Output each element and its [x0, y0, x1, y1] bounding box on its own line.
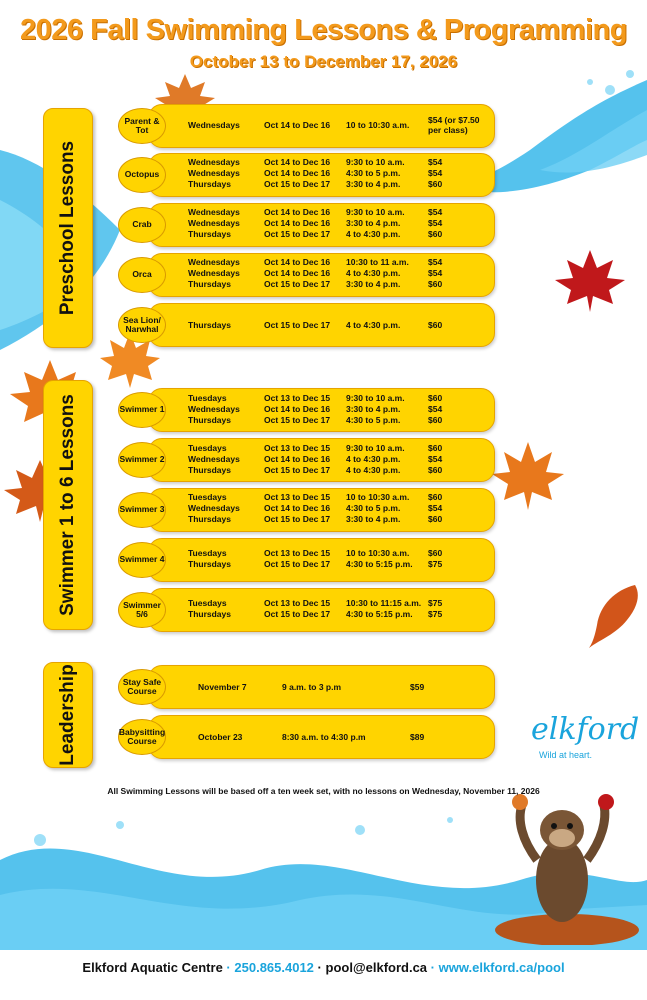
lesson-day: Wednesdays — [188, 404, 240, 414]
lesson-price: $60 — [428, 492, 443, 502]
section-preschool-lessons — [43, 108, 93, 348]
lesson-dates: Oct 15 to Dec 17 — [264, 320, 331, 330]
maple-leaf-icon — [553, 248, 627, 312]
lesson-day: Wednesdays — [188, 218, 240, 228]
lesson-dates: Oct 13 to Dec 15 — [264, 393, 331, 403]
lesson-day: Thursdays — [188, 514, 231, 524]
lesson-name-bubble: Swimmer 4 — [118, 542, 166, 578]
lesson-day: Tuesdays — [188, 393, 227, 403]
lesson-name-bubble: Swimmer 2 — [118, 442, 166, 478]
lesson-dates: Oct 14 to Dec 16 — [264, 454, 331, 464]
lesson-price: $60 — [428, 548, 443, 558]
lesson-dates: Oct 14 to Dec 16 — [264, 157, 331, 167]
lesson-time: 3:30 to 4 p.m. — [346, 179, 401, 189]
maple-leaf-icon — [492, 440, 564, 512]
logo-tagline: Wild at heart. — [539, 750, 593, 760]
page-title: 2026 Fall Swimming Lessons & Programming — [20, 14, 627, 46]
lesson-day: Thursdays — [188, 609, 231, 619]
lesson-time: 4:30 to 5 p.m. — [346, 415, 401, 425]
lesson-dates: Oct 13 to Dec 15 — [264, 492, 331, 502]
lesson-dates: Oct 13 to Dec 15 — [264, 443, 331, 453]
lesson-day: Wednesdays — [188, 168, 240, 178]
lesson-time: 9:30 to 10 a.m. — [346, 157, 405, 167]
website-link[interactable]: www.elkford.ca/pool — [438, 960, 565, 975]
lesson-price: $60 — [428, 279, 443, 289]
lesson-price: $75 — [428, 609, 443, 619]
lesson-price: $60 — [428, 229, 443, 239]
lesson-price: $54 (or $7.50 per class) — [428, 115, 480, 135]
otter-mascot-illustration — [492, 780, 642, 945]
lesson-price: $75 — [428, 598, 443, 608]
lesson-day: Thursdays — [188, 279, 231, 289]
lesson-dates: Oct 14 to Dec 16 — [264, 168, 331, 178]
lesson-price: $54 — [428, 218, 443, 228]
lesson-time: 4:30 to 5:15 p.m. — [346, 609, 413, 619]
lesson-dates: Oct 14 to Dec 16 — [264, 268, 331, 278]
lesson-dates: Oct 15 to Dec 17 — [264, 465, 331, 475]
lesson-dates: Oct 15 to Dec 17 — [264, 279, 331, 289]
lesson-price: $54 — [428, 207, 443, 217]
lesson-time: 10 to 10:30 a.m. — [346, 492, 410, 502]
lesson-name-bubble: Parent & Tot — [118, 108, 166, 144]
lesson-dates: Oct 13 to Dec 15 — [264, 598, 331, 608]
logo-wordmark: elkford — [531, 712, 640, 747]
lesson-day: Wednesdays — [188, 207, 240, 217]
lesson-name-bubble: Sea Lion/ Narwhal — [118, 307, 166, 343]
lesson-dates: Oct 15 to Dec 17 — [264, 609, 331, 619]
course-time: 8:30 a.m. to 4:30 p.m — [282, 732, 366, 742]
lesson-time: 4 to 4:30 p.m. — [346, 465, 401, 475]
lesson-day: Wednesdays — [188, 257, 240, 267]
lesson-time: 3:30 to 4 p.m. — [346, 404, 401, 414]
lesson-dates: Oct 14 to Dec 16 — [264, 503, 331, 513]
lesson-day: Thursdays — [188, 465, 231, 475]
phone-link[interactable]: 250.865.4012 — [234, 960, 314, 975]
lesson-time: 10 to 10:30 a.m. — [346, 548, 410, 558]
section-label: Swimmer 1 to 6 Lessons — [57, 394, 78, 616]
lesson-time: 4:30 to 5:15 p.m. — [346, 559, 413, 569]
lesson-time: 3:30 to 4 p.m. — [346, 514, 401, 524]
lesson-day: Thursdays — [188, 229, 231, 239]
lesson-price: $60 — [428, 393, 443, 403]
lesson-time: 4 to 4:30 p.m. — [346, 320, 401, 330]
oak-leaf-icon — [585, 580, 645, 650]
lesson-time: 9:30 to 10 a.m. — [346, 443, 405, 453]
lesson-dates: Oct 15 to Dec 17 — [264, 514, 331, 524]
lesson-price: $60 — [428, 443, 443, 453]
lesson-day: Tuesdays — [188, 492, 227, 502]
lesson-day: Thursdays — [188, 320, 231, 330]
lesson-dates: Oct 15 to Dec 17 — [264, 559, 331, 569]
lesson-dates: Oct 14 to Dec 16 — [264, 257, 331, 267]
lesson-name-bubble: Swimmer 1 — [118, 392, 166, 428]
lesson-price: $54 — [428, 257, 443, 267]
lesson-dates: Oct 15 to Dec 17 — [264, 229, 331, 239]
lesson-time: 4 to 4:30 p.m. — [346, 268, 401, 278]
section-swimmer-lessons — [43, 380, 93, 630]
course-name-bubble: Babysitting Course — [118, 719, 166, 755]
lesson-name-bubble: Crab — [118, 207, 166, 243]
lesson-day: Wednesdays — [188, 268, 240, 278]
lesson-dates: Oct 14 to Dec 16 — [264, 404, 331, 414]
course-time: 9 a.m. to 3 p.m — [282, 682, 342, 692]
lesson-time: 4:30 to 5 p.m. — [346, 503, 401, 513]
separator: · — [430, 960, 436, 975]
lesson-time: 10 to 10:30 a.m. — [346, 120, 410, 130]
lesson-name-bubble: Orca — [118, 257, 166, 293]
section-leadership — [43, 662, 93, 768]
lesson-price: $60 — [428, 465, 443, 475]
schedule-note: All Swimming Lessons will be based off a ten week set, with no lessons on Wednesday, November 11, 2026 — [107, 786, 540, 796]
lesson-day: Tuesdays — [188, 548, 227, 558]
course-price: $59 — [410, 682, 425, 692]
lesson-time: 9:30 to 10 a.m. — [346, 207, 405, 217]
course-date: November 7 — [198, 682, 247, 692]
lesson-day: Wednesdays — [188, 503, 240, 513]
course-date: October 23 — [198, 732, 243, 742]
lesson-dates: Oct 15 to Dec 17 — [264, 415, 331, 425]
lesson-day: Wednesdays — [188, 157, 240, 167]
lesson-time: 10:30 to 11:15 a.m. — [346, 598, 422, 608]
lesson-price: $54 — [428, 503, 443, 513]
lesson-day: Tuesdays — [188, 598, 227, 608]
lesson-dates: Oct 13 to Dec 15 — [264, 548, 331, 558]
lesson-name-bubble: Octopus — [118, 157, 166, 193]
course-name-bubble: Stay Safe Course — [118, 669, 166, 705]
facility-name: Elkford Aquatic Centre — [82, 960, 223, 975]
separator: · — [226, 960, 231, 975]
lesson-price: $54 — [428, 454, 443, 464]
lesson-price: $60 — [428, 415, 443, 425]
lesson-time: 3:30 to 4 p.m. — [346, 279, 401, 289]
lesson-day: Tuesdays — [188, 443, 227, 453]
contact-footer — [0, 960, 647, 975]
lesson-day: Thursdays — [188, 415, 231, 425]
lesson-time: 4:30 to 5 p.m. — [346, 168, 401, 178]
lesson-time: 9:30 to 10 a.m. — [346, 393, 405, 403]
lesson-price: $54 — [428, 157, 443, 167]
lesson-time: 4 to 4:30 p.m. — [346, 229, 401, 239]
lesson-dates: Oct 15 to Dec 17 — [264, 179, 331, 189]
lesson-time: 4 to 4:30 p.m. — [346, 454, 401, 464]
lesson-time: 3:30 to 4 p.m. — [346, 218, 401, 228]
lesson-price: $54 — [428, 404, 443, 414]
lesson-dates: Oct 14 to Dec 16 — [264, 207, 331, 217]
page-subtitle: October 13 to December 17, 2026 — [189, 52, 458, 71]
email-link[interactable]: pool@elkford.ca — [325, 960, 428, 975]
lesson-price: $60 — [428, 320, 443, 330]
lesson-price: $54 — [428, 168, 443, 178]
lesson-price: $75 — [428, 559, 443, 569]
section-label: Leadership — [57, 664, 78, 766]
section-label: Preschool Lessons — [57, 140, 78, 316]
lesson-day: Thursdays — [188, 179, 231, 189]
lesson-name-bubble: Swimmer 5/6 — [118, 592, 166, 628]
lesson-day: Wednesdays — [188, 454, 240, 464]
lesson-day: Wednesdays — [188, 120, 240, 130]
lesson-price: $60 — [428, 514, 443, 524]
lesson-dates: Oct 14 to Dec 16 — [264, 120, 331, 130]
lesson-time: 10:30 to 11 a.m. — [346, 257, 409, 267]
lesson-price: $54 — [428, 268, 443, 278]
lesson-dates: Oct 14 to Dec 16 — [264, 218, 331, 228]
lesson-price: $60 — [428, 179, 443, 189]
elkford-logo — [527, 712, 640, 768]
lesson-name-bubble: Swimmer 3 — [118, 492, 166, 528]
separator: · — [317, 960, 322, 975]
lesson-day: Thursdays — [188, 559, 231, 569]
course-price: $89 — [410, 732, 425, 742]
